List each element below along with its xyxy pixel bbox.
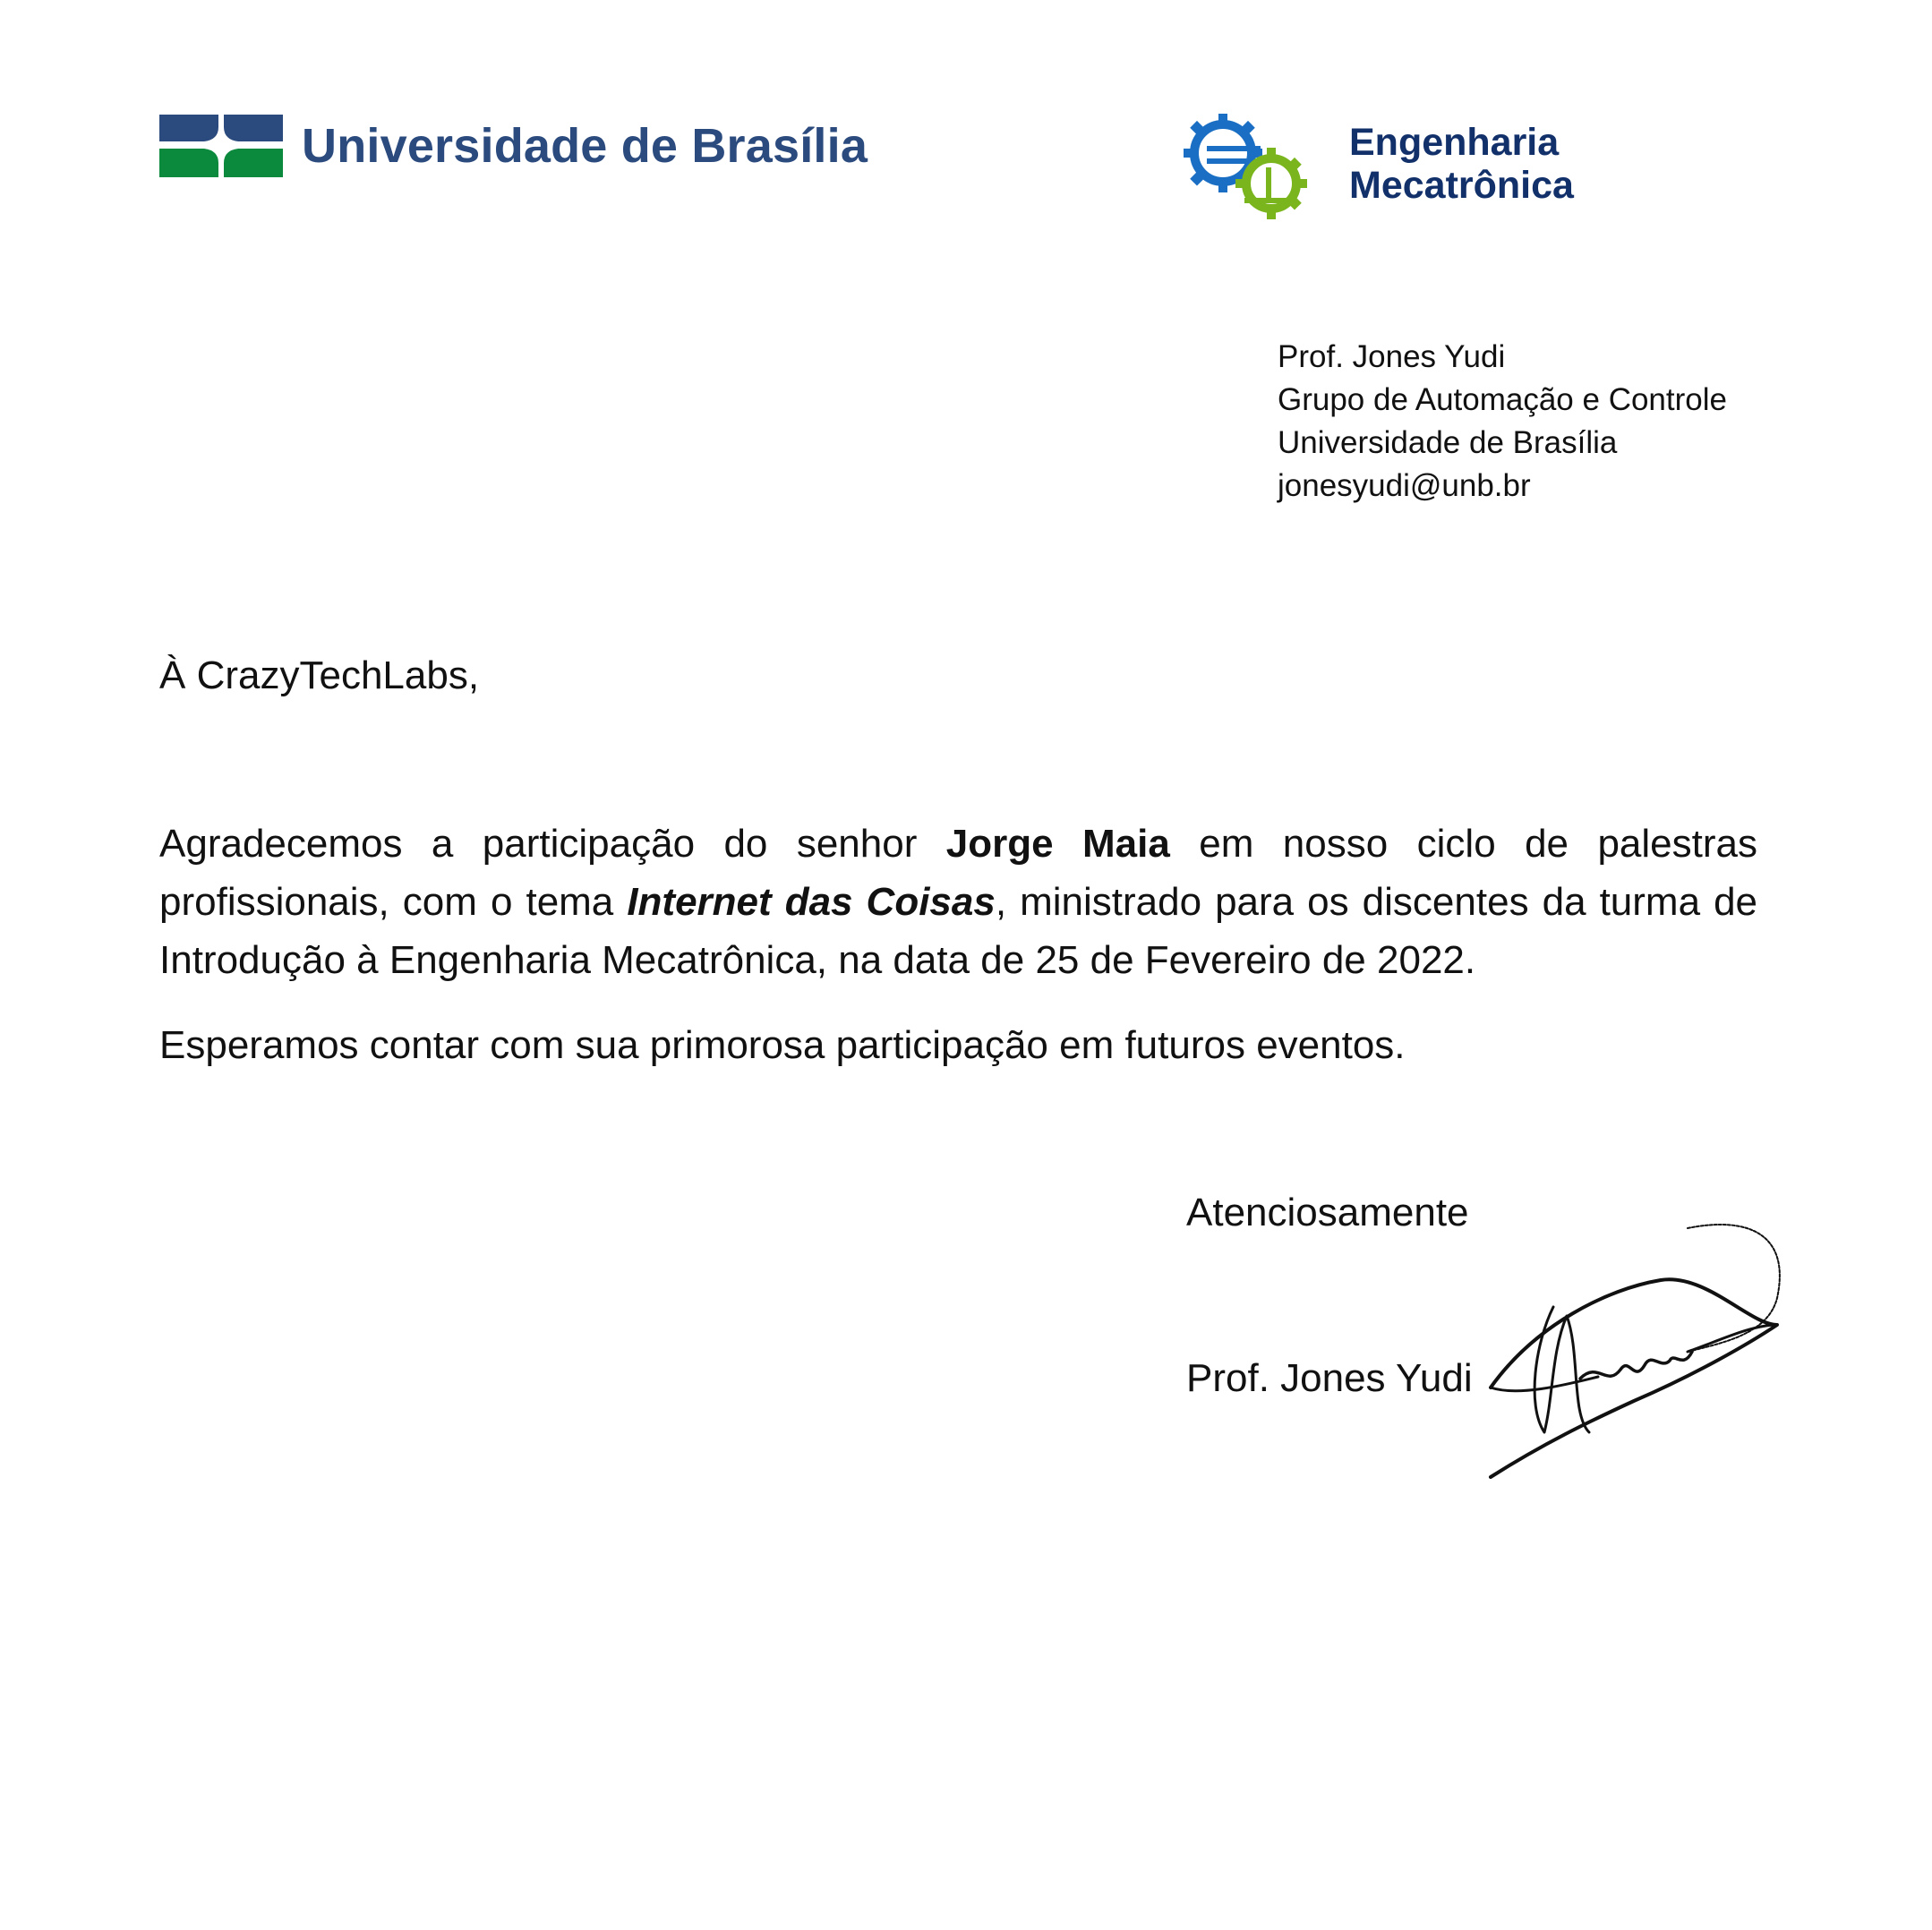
sender-name: Prof. Jones Yudi bbox=[1278, 339, 1506, 374]
closing: Atenciosamente bbox=[1186, 1191, 1469, 1234]
program-title bbox=[1349, 121, 1574, 207]
paragraph-closing: Esperamos contar com sua primorosa participação em futuros eventos. bbox=[159, 1023, 1406, 1067]
sender-block bbox=[1278, 336, 1727, 508]
university-title: Universidade de Brasília bbox=[302, 119, 868, 173]
program-title-line2: Mecatrônica bbox=[1349, 164, 1574, 207]
sender-email: jonesyudi@unb.br bbox=[1278, 468, 1531, 503]
speaker-name: Jorge Maia bbox=[945, 822, 1170, 866]
mecatronica-gear-logo bbox=[1180, 110, 1314, 219]
sender-institution: Universidade de Brasília bbox=[1278, 425, 1618, 460]
program-title-line1: Engenharia bbox=[1349, 121, 1560, 164]
talk-topic: Internet das Coisas bbox=[627, 880, 996, 924]
paragraph-text-start: Agradecemos a participação do senhor bbox=[159, 822, 946, 866]
paragraph-main bbox=[159, 815, 1757, 989]
salutation: À CrazyTechLabs, bbox=[159, 653, 480, 697]
unb-logo bbox=[159, 115, 283, 177]
signer-name: Prof. Jones Yudi bbox=[1186, 1356, 1473, 1400]
handwritten-signature bbox=[1482, 1217, 1795, 1504]
sender-group: Grupo de Automação e Controle bbox=[1278, 382, 1727, 417]
paragraph-text-middle: em nosso ciclo de palestras profissionais, com o tema bbox=[159, 822, 1757, 924]
paragraph-text-end: , ministrado para os discentes da turma de Introdução à Engenharia Mecatrônica, na data de 25 de Fevereiro de 2022. bbox=[159, 880, 1758, 982]
